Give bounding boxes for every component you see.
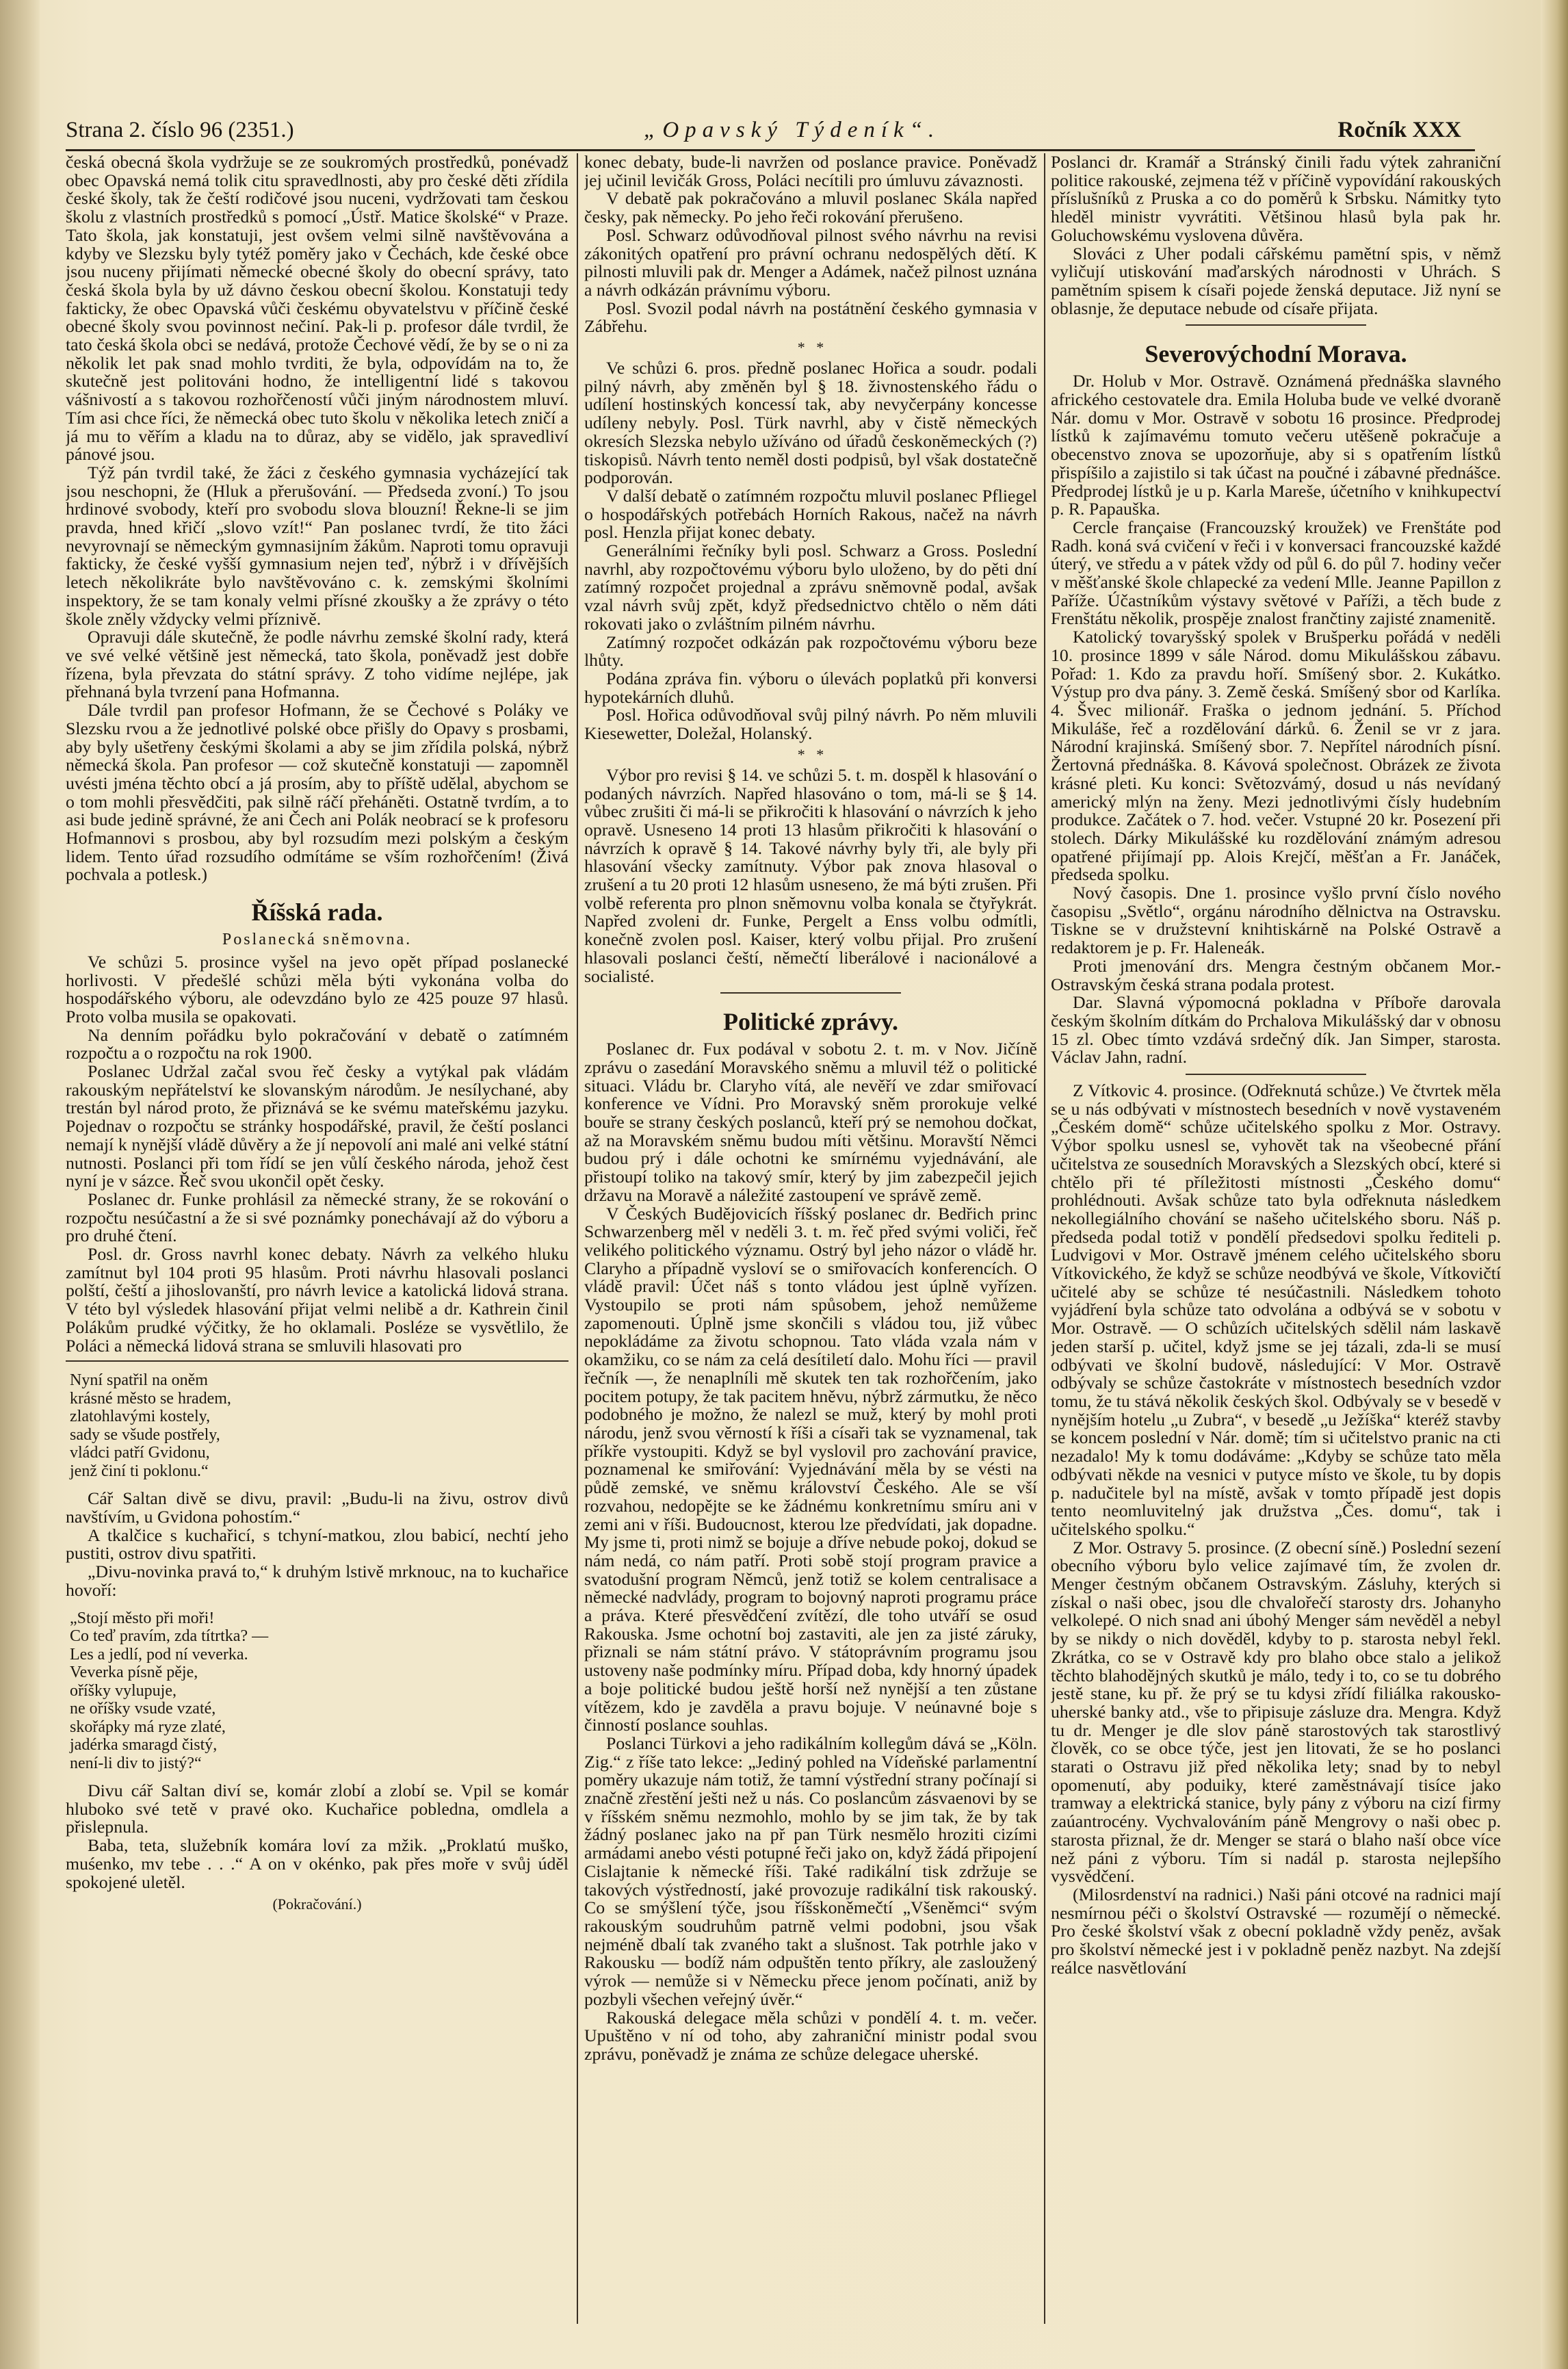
divider bbox=[720, 992, 902, 994]
paragraph: Baba, teta, služebník komára loví za mžik. „Proklatú muško, muśenko, mv tebe . . .“ A on v okénko, pak přes moře v svůj úděl spokojené uletěl. bbox=[66, 1835, 569, 1892]
paragraph: Posl. dr. Gross navrhl konec debaty. Návrh za velkého hluku zamítnut byl 104 proti 95 hlasům. Proti návrhu hlasovali poslanci polští, čeští a jihoslovanští, pro návrh levice a katolická lidová strana. V této byl výsledek hlasování přijat velmi nelibě a dr. Kathrein činil Polákům prudké výčitky, že ho oklamali. Posléze se vysvětlilo, že Poláci a německá lidová strana se smluvili hlasovati pro bbox=[66, 1244, 569, 1356]
section-separator: * * bbox=[797, 745, 824, 763]
paragraph: (Milosrdenství na radnici.) Naši páni otcové na radnici mají nesmírnou péči o školství Ostravské — rozumějí o německé. Pro české školství však z obecní pokladně vždy peněz, avšak pro školství německé jest i v pokladně peněz nazbyt. Na zdejší reálce nasvětlování bbox=[1051, 1884, 1501, 1978]
poem-line: oříšky vylupuje, bbox=[70, 1681, 177, 1700]
paragraph: Podána zpráva fin. výboru o úlevách poplatků při konversi hypotekárních dluhů. bbox=[584, 668, 1037, 707]
poem-line: Nyní spatřil na oněm bbox=[70, 1371, 208, 1390]
paragraph: Dále tvrdil pan profesor Hofmann, že se Čechové s Poláky ve Slezsku rvou a že jednotlivé polské obce přišly do Opavy s prosbami, aby byly ušetřeny českými školami a aby se jim zřídila polská, nýbrž německá škola. Pan profesor — což skutečně konstatuji — zapomněl uvésti jména těchto obcí a já prosím, aby to příště udělal, abychom se o tom mohli přesvědčiti, pak silně ráčí přeháněti. Ostatně tvrdím, a to asi bude jedině správné, že ani Čech ani Polák neobrací se k profesoru Hofmannovi s prosbou, aby byl rozsudím mezi polským a českým lidem. Tento úřad rozsudího odmítáme se vším rozhořčením! (Živá pochvala a potlesk.) bbox=[66, 700, 569, 885]
column-divider bbox=[577, 153, 578, 2324]
paragraph: Nový časopis. Dne 1. prosince vyšlo první číslo nového časopisu „Světlo“, orgánu národního dělnictva na Ostravsku. Tiskne se v družstevní knihtiskárně na Polské Ostravě a redaktorem je p. Fr. Haleneák. bbox=[1051, 883, 1501, 958]
paragraph: Ve schůzi 6. pros. předně poslanec Hořica a soudr. podali pilný návrh, aby změněn byl § 18. živnostenského řádu o udílení hostinských koncessí tak, aby nevyčerpány koncesse udíleny nebyly. Posl. Türk navrhl, aby v čistě německých okresích Slezska nebylo užíváno od úřadů českoněmeckých (?) tiskopisů. Návrh tento neměl dosti podpisů, byl však dostatečně podporován. bbox=[584, 358, 1037, 488]
paragraph: Divu cář Saltan diví se, komár zlobí a zlobí se. Vpil se komár hluboko své tetě v pravé oko. Kuchařice pobledna, omdlela a přislepnula. bbox=[66, 1781, 569, 1837]
poem-block bbox=[66, 1609, 569, 1773]
poem-block bbox=[66, 1371, 569, 1480]
section-subheading: Poslanecká sněmovna. bbox=[222, 931, 413, 949]
paragraph: česká obecná škola vydržuje se ze soukromých prostředků, ponévadž obec Opavská nemá tolik citu spravedlnosti, aby pro české děti zřídila české školy, tak že čeští rodičové jsou nuceni, vydržovati tam českou školu z vlastních prostředků s pomocí „Ústř. Matice školské“ v Praze. Tato škola, jak konstatuji, jest ovšem velmi silně navštěvována a kdyby ve Slezsku byly tytéž poměry jako v Čechách, kde české obce jsou nuceny přijímati německé obecné školy do obecní správy, tato česká škola byla by už dávno českou obecní školou. Konstatuji tedy fakticky, že obec Opavská vůči českému obyvatelstvu v příčině české obecné školy svou povinnost nečiní. Pak-li p. profesor dále tvrdil, že tato česká škola obci se nedává, protože Čechové vědí, že by se o ni za několik let pak snad mohlo tvrditi, že byla, odpovídám na to, že skutečně jest politováni hodno, že intelligentní lidé s takovou vášnivostí a s takovou rozhořčeností vůči jiným národnostem mluví. Tím asi chce říci, že německá obec tuto školu v několika letech zničí a já mu to věřím a kladu na to důraz, aby se vidělo, jak spravedliví pánové jsou. bbox=[66, 153, 569, 465]
paragraph: Výbor pro revisi § 14. ve schůzi 5. t. m. dospěl k hlasování o podaných návrzích. Napřed hlasováno o tom, má-li se § 14. vůbec zrušiti či má-li se přikročiti k hlasování o návrzích k jeho opravě. Usneseno 14 proti 13 hlasům přikročiti k hlasování o návrzích k opravě § 14. Takové návrhy byly tři, ale byly při hlasování všecky zamítnuty. Výbor pak znova hlasoval o zrušení a tu 20 proti 12 hlasům usneseno, že má býti zrušen. Při volbě referenta pro plnon sněmovnu volba konala se čtyřykrát. Napřed zvoleni dr. Funke, Pergelt a Enss volbu odmítli, konečně zvolen posl. Kaiser, který volbu přijal. Pro zrušení hlasovali poslanci čeští, němečtí liberálové i nacionálové a socialisté. bbox=[584, 764, 1037, 986]
paragraph: A tkalčice s kuchařicí, s tchyní-matkou, zlou babicí, nechtí jeho pustiti, ostrov divu spatřiti. bbox=[66, 1525, 569, 1564]
section-separator: * * bbox=[797, 339, 824, 357]
paragraph: Rakouská delegace měla schůzi v pondělí 4. t. m. večer. Upuštěno v ní od toho, aby zahraniční ministr podal svou zprávu, poněvadž je známa ze schůze delegace uherské. bbox=[584, 2007, 1037, 2064]
paragraph: Poslanec dr. Fux podával v sobotu 2. t. m. v Nov. Jičíně zprávu o zasedání Moravského sněmu a mluvil též o politické situaci. Vládu br. Claryho vítá, ale nevěří ve zdar smiřovací konference ve Vídni. Pro Moravský sněm prorokuje velké bouře se strany českých poslanců, kteří prý se nemohou dočkat, až na Moravském sněmu budou míti většinu. Moravští Němci budou prý i dále ochotni ke smírnému vyjednávání, ale přistoupí toliko na takový smír, který by jim zabezpečil jejich državu na Moravě a náležité zastoupení ve správě země. bbox=[584, 1039, 1037, 1205]
paragraph: „Divu-novinka pravá to,“ k druhým lstivě mrknouc, na to kuchařice hovoří: bbox=[66, 1562, 569, 1600]
paragraph: Poslanec dr. Funke prohlásil za německé strany, že se rokování o rozpočtu nesúčastní a že si své poznámky ponechávají až do výboru a pro druhé čtení. bbox=[66, 1189, 569, 1246]
page-edge bbox=[1541, 0, 1568, 2369]
paragraph: Opravuji dále skutečně, že podle návrhu zemské školní rady, která ve své velké většině jest německá, tato škola, poněvadž jest dobře řízena, byla převzata do státní správy. Z toho vidíme nejlépe, jak přehnaná byla tvrzení pana Hofmanna. bbox=[66, 627, 569, 702]
paragraph: Zatímný rozpočet odkázán pak rozpočtovému výboru beze lhůty. bbox=[584, 632, 1037, 671]
poem-line: Co teď pravím, zda títrtka? — bbox=[70, 1627, 269, 1646]
paragraph: Cercle française (Francouzský kroužek) ve Frenštáte pod Radh. koná svá cvičení v řeči i v konversaci francouzské každé úterý, ve středu a v pátek vždy od půl 6. do půl 7. hodiny večer v měšťanské škole chlapecké za vedení Mlle. Jeanne Papillon z Paříže. Účastníkům výstavy světové v Paříži, a těch bude z Frenštátu několik, prospěje znalost frančtiny zajisté znamenitě. bbox=[1051, 517, 1501, 629]
paragraph: V další debatě o zatímném rozpočtu mluvil poslanec Pfliegel o hospodářských potřebách Horních Rakous, načež na návrh posl. Henzla přijat konec debaty. bbox=[584, 485, 1037, 543]
paragraph: Ve schůzi 5. prosince vyšel na jevo opět případ poslanecké horlivosti. V předešlé schůzi měla býti vykonána volba do hospodářského výboru, ale odevzdáno bylo ze 425 pouze 97 hlasů. Proto volba musila se opakovati. bbox=[66, 951, 569, 1026]
column-divider bbox=[1044, 153, 1045, 2324]
paragraph: Dr. Holub v Mor. Ostravě. Oznámená přednáška slavného afrického cestovatele dra. Emila Holuba bude ve velké dvoraně Nár. domu v Mor. Ostravě v sobotu 16 prosince. Předprodej lístků k zajímavému tomuto večeru utěšeně pokračuje a obecenstvo znova se upozorňuje, aby si s opatřením lístků přispíšilo a zajistilo si tak účast na poučné i zábavné přednášce. Předprodej lístků je u p. Karla Mareše, účetního v knihkupectví p. R. Papauška. bbox=[1051, 371, 1501, 519]
paragraph: Poslanci Türkovi a jeho radikálním kollegům dává se „Köln. Zig.“ z říše tato lekce: „Jediný pohled na Vídeňské parlamentní poměry ukazuje nám totiž, že tamní výstřední strany počínají si značně zřestění ješti než u nás. Co poslancům zásvaenovi by se v říšském sněmu nezmohlo, mohlo by se jim tak, že by tak žádný poslanec jako na př pan Türk nesmělo hroziti cizími armádami anebo vésti potupné řeči jako on, když žádá připojení Cislajtanie k německé říši. Také radikální tisk zdržuje se takových výstředností, jaké provozuje radikální tisk rakouský. Co se smýšlení týče, jsou říšskoněmečtí „Všeněmci“ svým rakouským soudruhům patrně velmi podobni, jsou však nejméně dbalí tak zvaného takt a slušnost. Tak potrhle jako v Rakousku — bodíž nám odpuštěn tento příkry, ale zasloužený výrok — nemůže si v Německu přece jenom počínati, aniž by pozbyli všechen veřejný úvěr.“ bbox=[584, 1733, 1037, 2009]
paragraph: Na denním pořádku bylo pokračování v debatě o zatímném rozpočtu a o rozpočtu na rok 1900. bbox=[66, 1024, 569, 1063]
paragraph: Týž pán tvrdil také, že žáci z českého gymnasia vycházející tak jsou neschopni, že (Hluk a přerušování. — Předseda zvoní.) To jsou hrdinové svobody, kteří pro svobodu slova blouzní! Řekne-li se jim pravda, hned křičí „slovo vzít!“ Pan poslanec tvrdí, že tito žáci nevyrovnají se německým gymnasijním žákům. Naproti tomu opravuji fakticky, že české vyšší gymnasium nejen teď, nýbrž i v dřívějších letech několikráte bylo navštěvováno c. k. zemskými školními inspektory, že se tam konaly velmi přísné zkoušky a že zprávy o této škole zněly vždycky velmi příznivě. bbox=[66, 462, 569, 629]
paragraph: Dar. Slavná výpomocná pokladna v Příboře darovala českým školním dítkám do Prchalova Mikulášský dar v obnosu 15 zl. Obec tímto vzdává srdečný dík. Jan Simper, starosta. Václav Jahn, radní. bbox=[1051, 992, 1501, 1067]
poem-line: sady se všude postřely, bbox=[70, 1425, 220, 1444]
paragraph: V Českých Budějovicích říšský poslanec dr. Bedřich princ Schwarzenberg měl v neděli 3. t. m. řeč před svými voliči, řeč velikého politického významu. Ostrý byl jeho názor o vládě hr. Claryho a případně vysloví se o smiřovacích konferencích. O vládě pravil: Účet náš s tonto vládou jest úplně vyřízen. Vystoupilo se proti nám spůsobem, jehož nemůžeme zapomenouti. Úplně jsme skončili s vládou tou, již vůbec nepokládáme za životu schopnou. Tato vláda vzala nám v okamžiku, co se nám za celá desítiletí dalo. Mohu říci — pravil řečník —, že nenaplníli mě skutek ten tak rozhořčením, jako pocitem potupy, že tak pacitem hněvu, nýbrž zármutku, že něco podobného je možno, že nalezl se muž, který by mohl proti národu, jenž svou věrností k říši a císaři tak se vyznamenal, tak příkře vystoupiti. Když se byl vyslovil pro zachování pravice, poznamenal ke smiřování: Vyjednávání měla by se vésti na půdě zemské, ve sněmu království Českého. Ale se vší rozvahou, nedopějte se ke žádnému konkretnímu smíru ani v zemi ani v říši. Budoucnost, kterou lze předvídati, jak dopadne. My jsme ti, proti nimž se bojuje a dříve nebude pokoj, dokud se nám nedá, co nám patří. Proti sobě stojí program pravice a svatodušní program Němců, jenž totiž se kolem centralisace a německé nadvlády, program to bojovný naproti programu práce a práva. Které přesvědčení zvítězí, dle toho utváří se osud Rakouska. Jsme ochotní boj zastaviti, ale jen za jisté záruky, přiznali se nám státní právo. V státoprávním programu jsou ustoveny naše podmínky míru. Případ doba, kdy hnorný úpadek a boje politické budou ještě horší než nynější a ten zůstane vítězem, kdo je zavděla a pravu bojuje. V neúnavné boje s činností poslance souhlas. bbox=[584, 1203, 1037, 1735]
poem-line: ne oříšky vsude vzaté, bbox=[70, 1700, 216, 1718]
header-rule bbox=[66, 149, 1475, 151]
page-binding bbox=[0, 0, 40, 2369]
paragraph: Poslanci dr. Kramář a Stránský činili řadu výtek zahraniční politice rakouské, zejmena též v příčině vypovídání rakouských příslušníků z Pruska a co do poměrů k Srbsku. Námitky tyto hleděl ministr vyvrátiti. Většinou hlasů byla pak hr. Goluchowskému vyslovena důvěra. bbox=[1051, 153, 1501, 245]
paragraph: Poslanec Udržal začal svou řeč česky a vytýkal pak vládám rakouským nepřátelství ke slovanským národům. Je nesílychané, aby trestán byl národ proto, že přiznává se ke svému mateřskému jazyku. Pojednav o rozpočtu se stránky hospodářské, pravil, že čeští poslanci nemají k nynější vládě důvěry a že jí nepovolí ani malé ani velké státní nutnosti. Poslanci při tom řídí se jen vůlí českého národa, jehož čest nyní je v sázce. Řeč svou ukončil opět česky. bbox=[66, 1061, 569, 1191]
poem-line: vládci patří Gvidonu, bbox=[70, 1444, 210, 1462]
poem-line: „Stojí město při moři! bbox=[70, 1609, 215, 1627]
poem-line: skořápky má ryze zlaté, bbox=[70, 1718, 226, 1736]
poem-line: krásné město se hradem, bbox=[70, 1389, 231, 1408]
divider bbox=[1186, 1074, 1366, 1075]
header-masthead: „Opavský Týdeník“. bbox=[644, 118, 941, 142]
page-header bbox=[66, 115, 1475, 146]
divider bbox=[1186, 324, 1366, 326]
paragraph: Posl. Svozil podal návrh na postátnění českého gymnasia v Zábřehu. bbox=[584, 298, 1037, 337]
paragraph: Generálními řečníky byli posl. Schwarz a Gross. Poslední navrhl, aby rozpočtovému výboru bylo uloženo, by do pěti dní zatímný rozpočet projednal a zprávu sněmovně podal, avšak vzal návrh svůj zpět, když předsednictvo chtělo o něm dáti rokovati jako o zvláštním pilném návrhu. bbox=[584, 541, 1037, 634]
paragraph: Z Mor. Ostravy 5. prosince. (Z obecní síně.) Poslední sezení obecního výboru bylo velice zajímavé tím, že zvolen dr. Menger čestným občanem Ostravským. Zásluhy, kterých si získal o naši obec, jsou dle chvalořečí starosty drs. Johanyho velkolepé. O nich snad ani úbohý Menger sám nevěděl a nebyl by se nikdy o nich dověděl, kdyby to p. starosta nebyl řekl. Zkrátka, co se v Ostravě kdy pro blaho obce stalo a jelikož těchto blahodějných skutků je málo, tedy i to, co se tu dobrého jestě stane, ku př. že prý se tu kdysi zřídí filiálka rakousko-uherské banky atd., vše to připisuje zásluze dra. Mengra. Když tu dr. Menger je dle slov páně starostových tak starostlivý člověk, co se obce týče, jest jen litovati, že se ho poslanci starati o Ostravu již před několika lety; snad by to nebyl opomenutí, aby poduiky, které zaměstnávají tisíce jako tramway a elektrická stanice, byly pány z výboru na cizí firmy zaúantrocény. Vychvalováním páně Mengrovy o naši obec p. starosta přiznal, že dr. Menger se stará o blaho naší obce více než páni z výboru. Tím si nadál p. starosta nejlepšího vysvědčení. bbox=[1051, 1537, 1501, 1887]
continuation-note: (Pokračování.) bbox=[272, 1895, 362, 1913]
paragraph: Posl. Hořica odůvodňoval svůj pilný návrh. Po něm mluvili Kiesewetter, Doležal, Holanský. bbox=[584, 705, 1037, 744]
paragraph: Katolický tovaryšský spolek v Brušperku pořádá v neděli 10. prosince 1899 v sále Národ. domu Mikulášskou zábavu. Pořad: 1. Kdo za pravdu hoří. Smíšený sbor. 2. Kukátko. Výstup pro dva pány. 3. Země česká. Smíšený sbor od Karlíka. 4. Švec milionář. Fraška o jednom jednání. 5. Příchod Mikuláše, řeč a rozdělování dárků. 6. Ženil se vr z jara. Národní krajinská. Smíšený sbor. 7. Nepřítel národních písní. Žertovná přednáška. 8. Kávová společnost. Obrázek ze života krásné pleti. Ku konci: Světozvámý, dosud u nás nevídaný americký mlýn na ženy. Mezi jednotlivými čísly hudebním produkce. Začátek o 7. hod. večer. Vstupné 20 kr. Posezení při stolech. Dárky Mikulášské ku rozdělování známým adresou opatřené přijímají pp. Alois Krejčí, měšťan a Fr. Janáček, předseda spolku. bbox=[1051, 627, 1501, 885]
poem-line: jenž činí ti poklonu.“ bbox=[70, 1462, 209, 1480]
paragraph: konec debaty, bude-li navržen od poslance pravice. Poněvadž jej učinil levičák Gross, Poláci necítili pro úmluvu závaznosti. bbox=[584, 153, 1037, 190]
paragraph: Slováci z Uher podali cářskému pamětní spis, v němž vyličují utiskování maďarských národnosti v Uhrách. S pamětním spisem k císaři pojede ženská deputace. Již nyní se oblasnje, že deputace nebude od císaře přijata. bbox=[1051, 243, 1501, 318]
section-heading: Severovýchodní Morava. bbox=[1145, 340, 1407, 368]
paragraph: Cář Saltan divě se divu, pravil: „Budu-li na živu, ostrov divů navštívím, u Gvidona pohostím.“ bbox=[66, 1488, 569, 1527]
poem-line: není-li div to jistý?“ bbox=[70, 1754, 202, 1772]
feuilleton-rule bbox=[66, 1360, 569, 1362]
poem-line: Les a jedlí, pod ní veverka. bbox=[70, 1645, 248, 1664]
column-1 bbox=[66, 153, 569, 2324]
paragraph: Posl. Schwarz odůvodňoval pilnost svého návrhu na revisi zákonitých opatření pro právní ochranu nedospělých dětí. K pilnosti mluvili pak dr. Menger a Adámek, načež pilnost uznána a návrh odkázán právnímu výboru. bbox=[584, 224, 1037, 300]
paragraph: V debatě pak pokračováno a mluvil poslanec Skála napřed česky, pak německy. Po jeho řeči rokování přerušeno. bbox=[584, 188, 1037, 227]
paragraph: Z Vítkovic 4. prosince. (Odřeknutá schůze.) Ve čtvrtek měla se u nás odbývati v místnostech besedních v nově vystaveném „Českém domě“ schůze učitelského spolku z Mor. Ostravy. Výbor spolku usnesl se, vyhovět tak na všeobecné přání učitelstva ze sousedních Moravských a Slezských obcí, které si chtělo při té příležitosti místnosti „Českého domu“ prohlédnouti. Avšak schůze tato byla odřeknuta následkem nekollegiálního chování se našeho učitelského sboru. Náš p. předseda podal totiž v pondělí předsedovi spolku řediteli p. Ludvigovi v Mor. Ostravě jménem celého učitelského sboru Vítkovického, že když se schůze neodbývá ve škole, Vítkovičtí učitelé aby se schůze té nesúčastnili. Následkem tohoto vyjádření byla schůze tato odvolána a odbývá se v sobotu v Mor. Ostravě. — O schůzích učitelských sdělil nám laskavě jeden starší p. učitel, když jsme se jej tázali, zda-li se musí odbývati ve školní budově, následující: V Mor. Ostravě odbývaly se schůze častokráte v místnostech besedních vzdor tomu, že tu stává několik českých škol. Odbývaly se v besedě v nynějším hotelu „u Zubra“, v besedě „u Ježíška“ kteréž stavby se koncem poslední v Nár. domě; tím si učitelstvo pranic na cti nezadalo! My k tomu dodáváme: „Kdyby se schůze tato měla odbývati někde na vesnici v putyce místo ve škole, tu by dopis p. nadučitele byl na místě, avšak v tomto případě jest dopis tento neomluvitelný jak družstva „Čes. domu“, tak i učitelského spolku.“ bbox=[1051, 1080, 1501, 1539]
section-heading: Politické zprávy. bbox=[723, 1008, 898, 1036]
section-heading: Říšská rada. bbox=[251, 898, 383, 927]
column-3 bbox=[1051, 153, 1501, 2324]
header-page-number: Strana 2. číslo 96 (2351.) bbox=[66, 118, 294, 142]
header-volume: Ročník XXX bbox=[1337, 118, 1461, 142]
poem-line: jadérka smaragd čistý, bbox=[70, 1736, 218, 1755]
column-2 bbox=[584, 153, 1037, 2324]
poem-line: Veverka písně pěje, bbox=[70, 1664, 198, 1682]
poem-line: zlatohlavými kostely, bbox=[70, 1408, 211, 1426]
paragraph: Proti jmenování drs. Mengra čestným občanem Mor.-Ostravským česká strana podala protest. bbox=[1051, 955, 1501, 994]
